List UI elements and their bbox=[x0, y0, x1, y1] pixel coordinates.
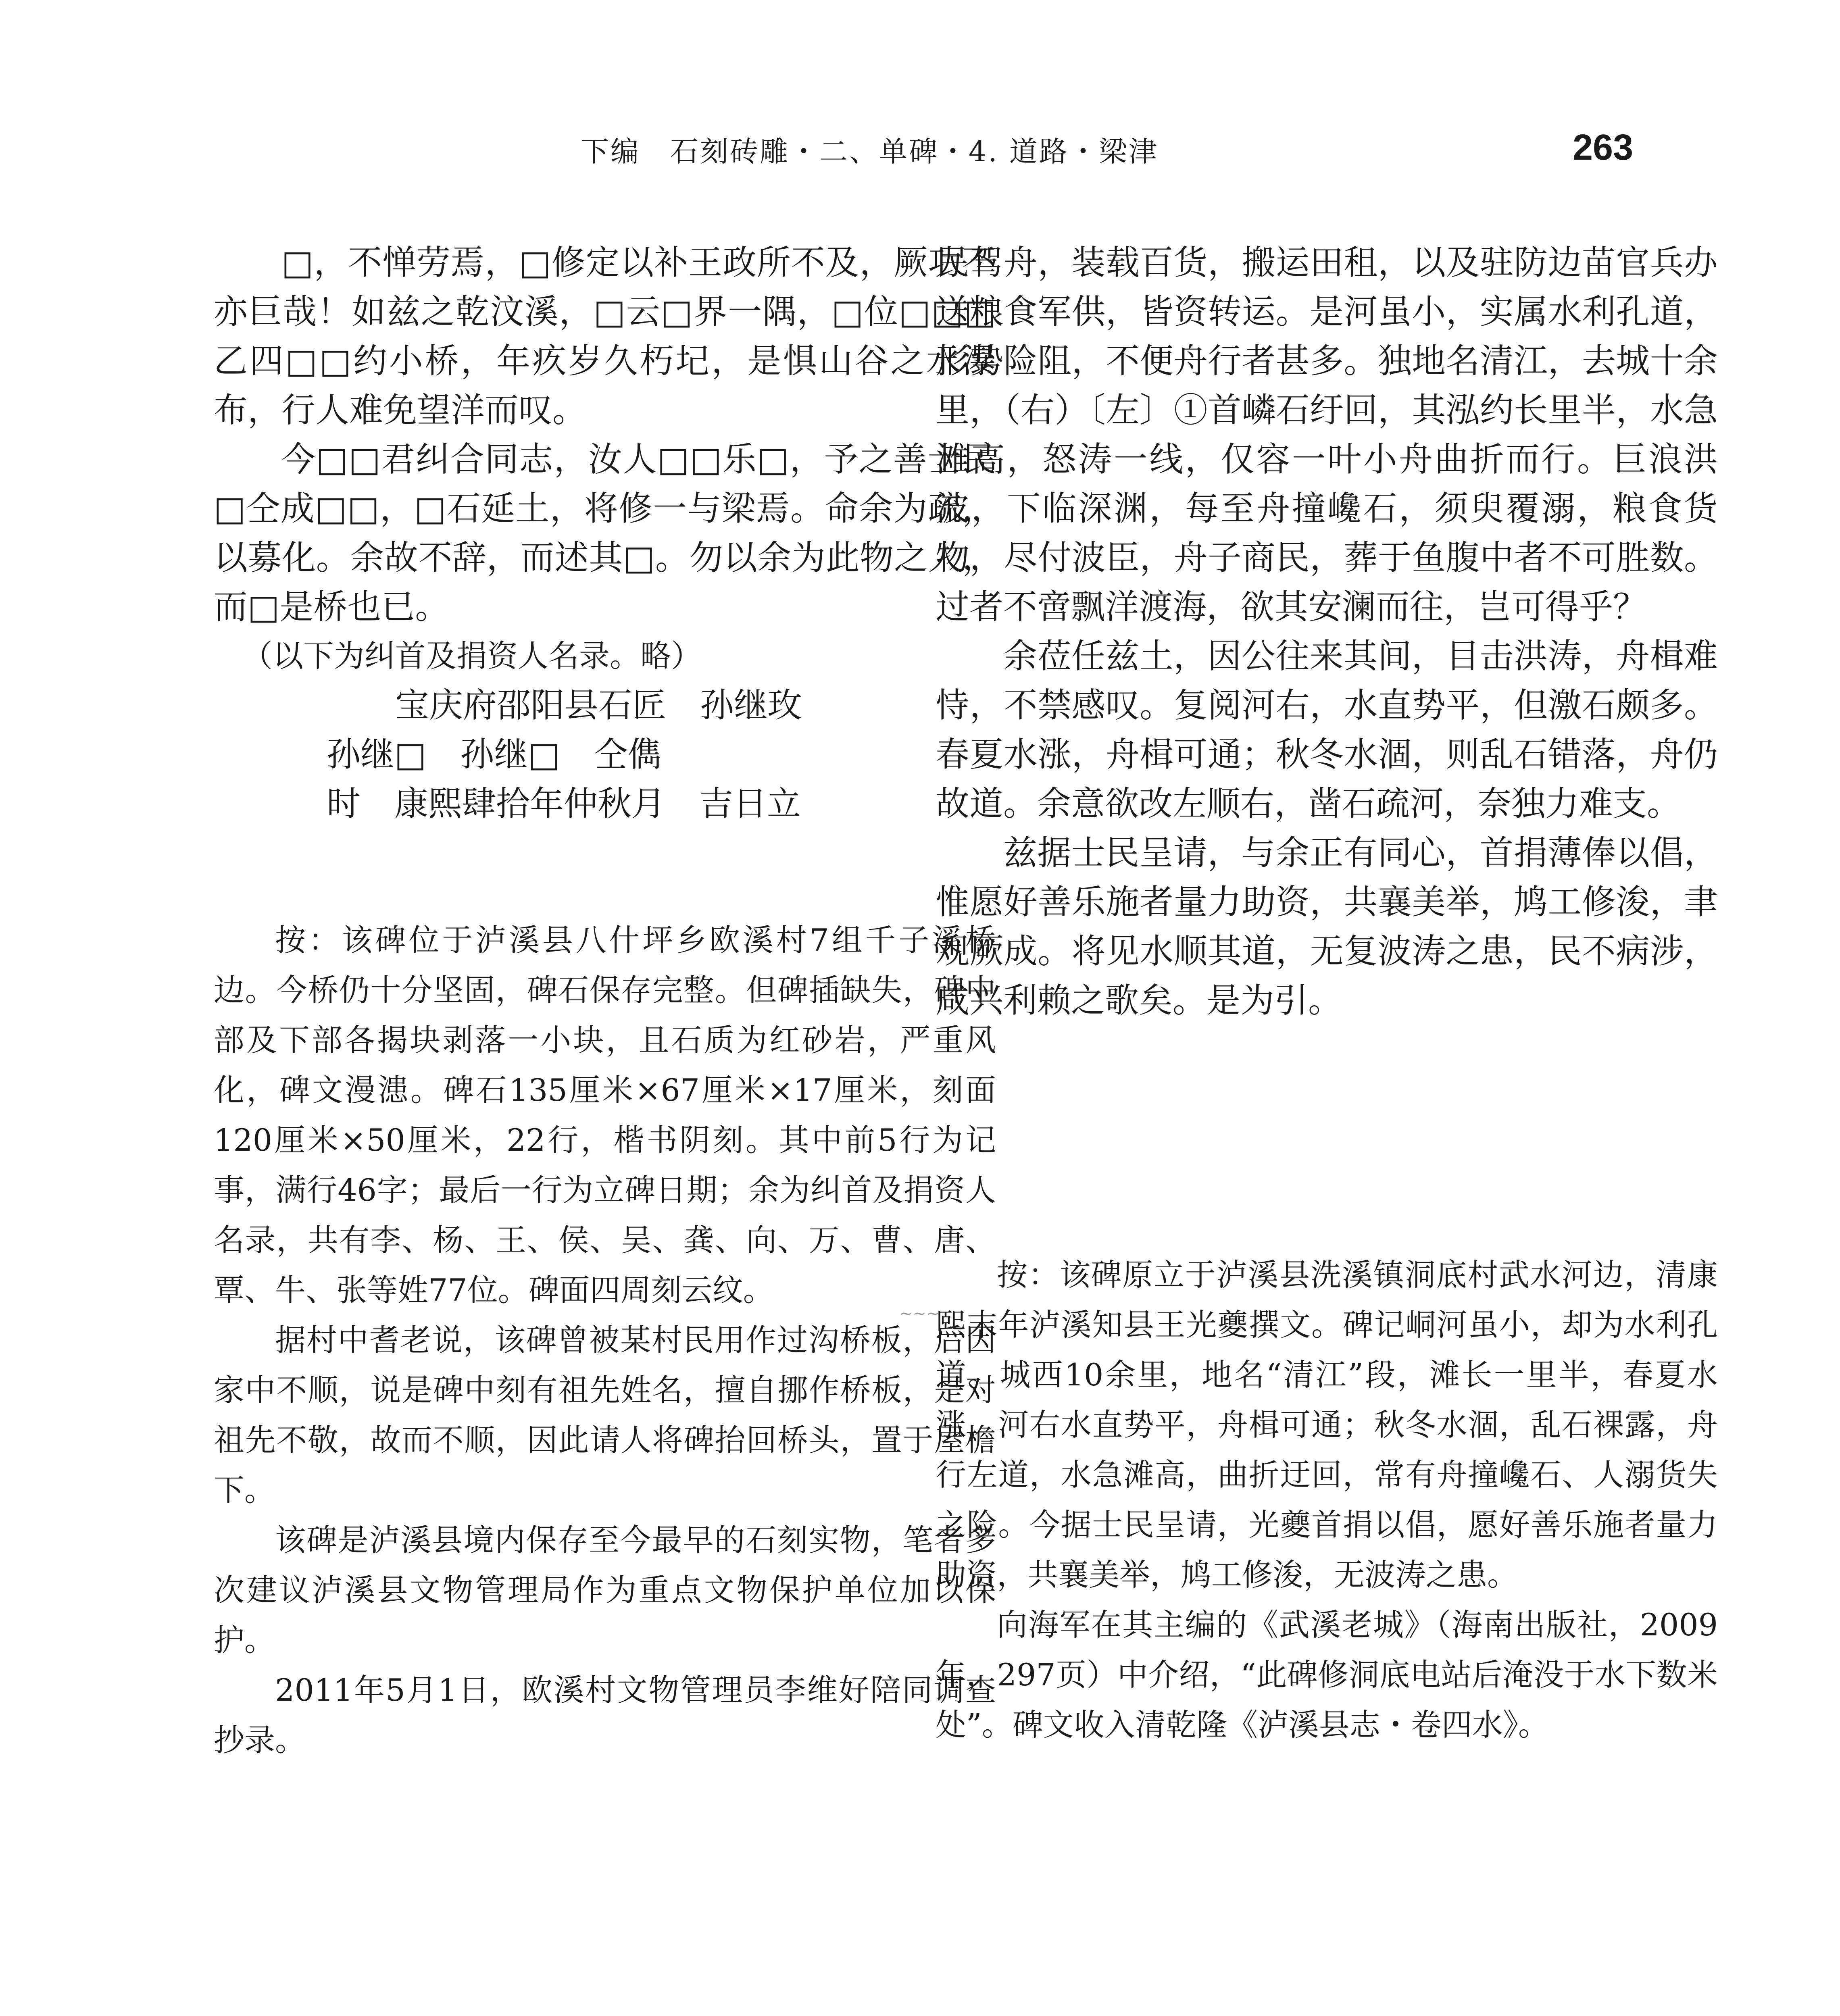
left-note-3: 该碑是泸溪县境内保存至今最早的石刻实物，笔者多次建议泸溪县文物管理局作为重点文物保护单位加以保护。 bbox=[214, 1522, 996, 1658]
right-column-upper bbox=[936, 238, 1718, 1025]
omission-note: （以下为纠首及捐资人名录。略） bbox=[242, 638, 702, 674]
margin-scratch: ~~~ bbox=[899, 1304, 940, 1323]
right-note-2: 向海军在其主编的《武溪老城》（海南出版社，2009年，297页）中介绍，“此碑修洞底电站后淹没于水下数米处”。碑文收入清乾隆《泸溪县志・卷四水》。 bbox=[936, 1607, 1718, 1743]
left-column-notes bbox=[214, 915, 996, 1765]
right-paragraph-3: 兹据士民呈请，与余正有同心，首捐薄俸以倡，惟愿好善乐施者量力助资，共襄美举，鸠工修浚，聿观厥成。将见水顺其道，无复波涛之患，民不病涉，咸兴利赖之歌矣。是为引。 bbox=[936, 833, 1718, 1020]
left-note-2: 据村中耆老说，该碑曾被某村民用作过沟桥板，后因家中不顺，说是碑中刻有祖先姓名，擅自挪作桥板，是对祖先不敬，故而不顺，因此请人将碑抬回桥头，置于屋檐下。 bbox=[214, 1322, 996, 1508]
page-number: 263 bbox=[1573, 127, 1634, 168]
left-paragraph-1: □，不惮劳焉，□修定以补王政所不及，厥功不亦巨哉！如兹之乾汶溪，□云□界一隅，□位□□□乙四□□约小桥，年疚岁久朽圮，是惧山谷之水瀑布，行人难免望洋而叹。 bbox=[214, 243, 996, 430]
left-column-upper bbox=[214, 238, 996, 828]
list-line-1: 宝庆府邵阳县石匠 孙继玫 bbox=[395, 685, 802, 725]
right-note-1: 按：该碑原立于泸溪县洗溪镇洞底村武水河边，清康熙末年泸溪知县王光夔撰文。碑记峒河虽小，却为水利孔道。城西10余里，地名“清江”段，滩长一里半，春夏水涨，河右水直势平，舟楫可通；秋冬水涸，乱石裸露，舟行左道，水急滩高，曲折迂回，常有舟撞巉石、人溺货失之险。今据士民呈请，光夔首捐以倡，愿好善乐施者量力助资，共襄美举，鸠工修浚，无波涛之患。 bbox=[936, 1257, 1718, 1593]
right-paragraph-1: 民驾舟，装载百货，搬运田租，以及驻防边苗官兵办送粮食军供，皆资转运。是河虽小，实属水利孔道，形势险阻，不便舟行者甚多。独地名清江，去城十余里，（右）〔左〕①首嶙石纡回，其泓约长里半，水急滩高，怒涛一线，仅容一叶小舟曲折而行。巨浪洪波，下临深渊，每至舟撞巉石，须臾覆溺，粮食货物，尽付波臣，舟子商民，葬于鱼腹中者不可胜数。过者不啻飘洋渡海，欲其安澜而往，岂可得乎？ bbox=[936, 243, 1718, 627]
list-line-3: 时 康熙肆拾年仲秋月 吉日立 bbox=[327, 784, 801, 823]
running-head: 下编 石刻砖雕・二、单碑・4. 道路・梁津 bbox=[581, 135, 1159, 168]
left-note-4: 2011年5月1日，欧溪村文物管理员李维好陪同调查抄录。 bbox=[214, 1672, 996, 1758]
right-column-notes bbox=[936, 1250, 1718, 1750]
list-line-2: 孙继□ 孙继□ 仝儁 bbox=[327, 735, 662, 774]
right-paragraph-2: 余莅任兹土，因公往来其间，目击洪涛，舟楫难恃，不禁感叹。复阅河右，水直势平，但激石颇多。春夏水涨，舟楫可通；秋冬水涸，则乱石错落，舟仍故道。余意欲改左顺右，凿石疏河，奈独力难支。 bbox=[936, 636, 1718, 823]
left-paragraph-2: 今□□君纠合同志，汝人□□乐□，予之善士民□仝成□□，□石延土，将修一与梁焉。命余为疏，以募化。余故不辞，而述其□。勿以余为此物之人，而□是桥也已。 bbox=[214, 439, 996, 627]
left-note-1: 按：该碑位于泸溪县八什坪乡欧溪村7组千子溪桥边。今桥仍十分坚固，碑石保存完整。但碑插缺失，碑中部及下部各揭块剥落一小块，且石质为红砂岩，严重风化，碑文漫漶。碑石135厘米×67厘米×17厘米，刻面120厘米×50厘米，22行，楷书阴刻。其中前5行为记事，满行46字；最后一行为立碑日期；余为纠首及捐资人名录，共有李、杨、王、侯、吴、龚、向、万、曹、唐、覃、牛、张等姓77位。碑面四周刻云纹。 bbox=[214, 922, 996, 1308]
